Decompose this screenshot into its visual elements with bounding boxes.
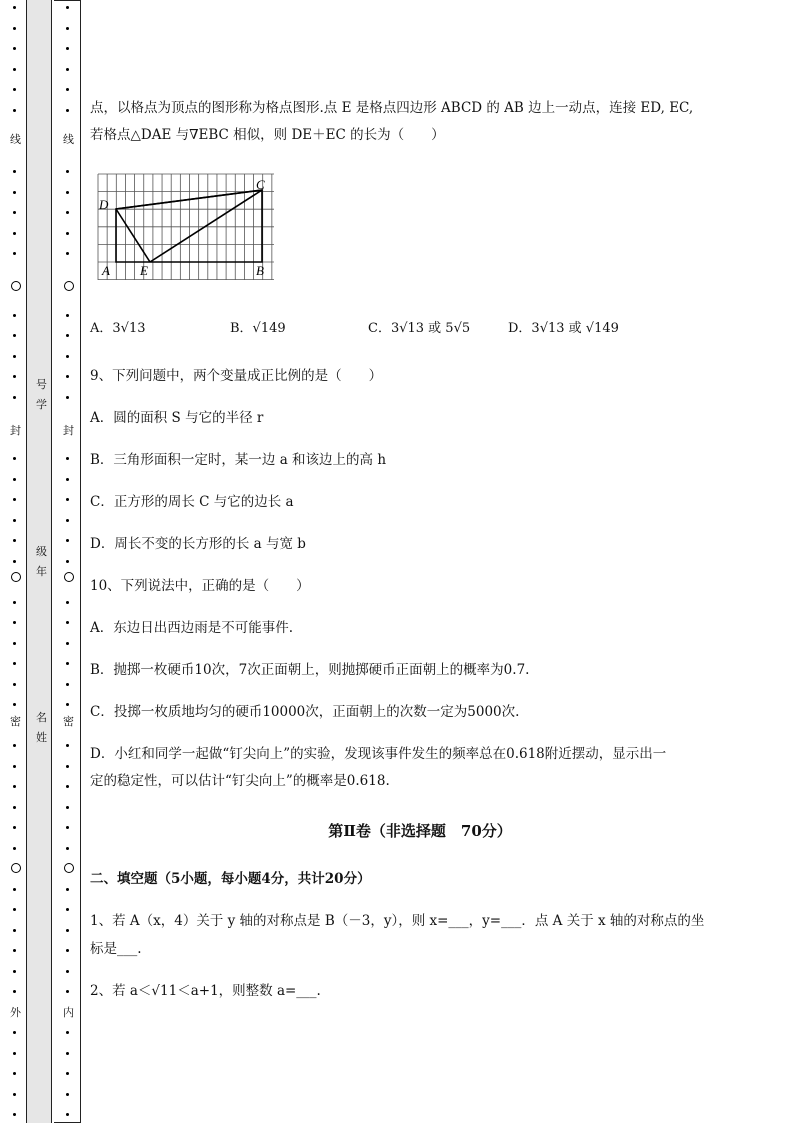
- fill-q2: 2、若 a＜√11＜a+1，则整数 a=___.: [90, 983, 321, 999]
- binding-dot: [66, 560, 69, 563]
- section-2-heading: 二、填空题（5小题，每小题4分，共计20分）: [90, 871, 371, 887]
- quad-outline: [116, 190, 262, 262]
- binding-dot: [13, 355, 16, 358]
- binding-dot: [13, 498, 16, 501]
- q8-options: [90, 317, 750, 335]
- binding-dot: [66, 1031, 69, 1034]
- binding-dot: [66, 1093, 69, 1096]
- label-a: A: [102, 263, 110, 278]
- binding-dot: [13, 560, 16, 563]
- binding-dot: [66, 1052, 69, 1055]
- q8-line-1: 点，以格点为顶点的图形称为格点图形.点 E 是格点四边形 ABCD 的 AB 边上一动点，连接 ED, EC,: [90, 100, 694, 116]
- binding-dot: [66, 334, 69, 337]
- binding-dot: [66, 355, 69, 358]
- inner-char-nei: 内: [63, 1006, 74, 1019]
- binding-dot: [66, 806, 69, 809]
- binding-dot: [13, 929, 16, 932]
- binding-dot: [13, 744, 16, 747]
- outer-circle: [11, 281, 21, 291]
- binding-dot: [13, 314, 16, 317]
- binding-dot: [66, 621, 69, 624]
- binding-dot: [13, 47, 16, 50]
- q8-grid-figure: [96, 172, 286, 284]
- binding-dot: [13, 396, 16, 399]
- binding-dot: [66, 1072, 69, 1075]
- binding-dot: [13, 908, 16, 911]
- binding-dot: [13, 170, 16, 173]
- q10-option-b: B．抛掷一枚硬币10次，7次正面朝上，则抛掷硬币正面朝上的概率为0.7.: [90, 662, 530, 678]
- strip-char-hao: 号: [36, 378, 47, 391]
- inner-char-xian: 线: [63, 133, 74, 146]
- q10-option-a: A．东边日出西边雨是不可能事件.: [90, 620, 294, 636]
- binding-dot: [13, 949, 16, 952]
- binding-info-strip: [26, 0, 52, 1123]
- binding-border-line: [80, 0, 81, 1123]
- binding-dot: [66, 109, 69, 112]
- binding-dot: [66, 6, 69, 9]
- binding-dot: [66, 929, 69, 932]
- grid-lines: [98, 174, 274, 280]
- binding-dot: [13, 888, 16, 891]
- binding-dot: [66, 539, 69, 542]
- segment-dc: [116, 190, 262, 209]
- binding-dot: [66, 826, 69, 829]
- binding-dot: [66, 1113, 69, 1116]
- inner-char-feng: 封: [63, 424, 74, 437]
- binding-dot: [13, 457, 16, 460]
- binding-dot: [13, 252, 16, 255]
- outer-circle: [11, 863, 21, 873]
- binding-dot: [66, 498, 69, 501]
- binding-dot: [66, 765, 69, 768]
- inner-circle: [64, 863, 74, 873]
- q8-option-a: A．3√13: [90, 321, 146, 336]
- q10-option-d-line1: D．小红和同学一起做“钉尖向上”的实验，发现该事件发生的频率总在0.618附近摆动，显示出一: [90, 746, 667, 762]
- binding-dot: [13, 990, 16, 993]
- binding-dot: [66, 27, 69, 30]
- binding-dot: [66, 478, 69, 481]
- binding-dot: [13, 1113, 16, 1116]
- binding-dot: [13, 191, 16, 194]
- outer-char-feng: 封: [10, 424, 21, 437]
- label-b: B: [256, 263, 264, 278]
- binding-dot: [13, 68, 16, 71]
- binding-dot: [13, 478, 16, 481]
- inner-circle: [64, 572, 74, 582]
- binding-dot: [13, 601, 16, 604]
- binding-dot: [66, 457, 69, 460]
- q10-option-d-line2: 定的稳定性，可以估计“钉尖向上”的概率是0.618.: [90, 773, 390, 789]
- binding-dot: [66, 88, 69, 91]
- label-e: E: [140, 263, 148, 278]
- q8-option-b: B．√149: [230, 321, 286, 336]
- q8-option-d: D．3√13 或 √149: [508, 321, 619, 336]
- binding-dot: [66, 396, 69, 399]
- binding-dot: [13, 1072, 16, 1075]
- outer-char-xian: 线: [10, 133, 21, 146]
- binding-dot: [66, 375, 69, 378]
- q8-line-2: 若格点△DAE 与∇EBC 相似，则 DE＋EC 的长为（ ）: [90, 127, 445, 143]
- q10-option-c: C．投掷一枚质地均匀的硬币10000次，正面朝上的次数一定为5000次.: [90, 704, 520, 720]
- binding-dot: [66, 314, 69, 317]
- q9-option-d: D．周长不变的长方形的长 a 与宽 b: [90, 536, 306, 552]
- segment-ec: [150, 190, 262, 262]
- binding-dot: [66, 211, 69, 214]
- binding-dot: [13, 88, 16, 91]
- binding-dot: [66, 519, 69, 522]
- binding-dot: [13, 847, 16, 850]
- binding-dot: [66, 662, 69, 665]
- label-d: D: [99, 197, 109, 212]
- binding-dot: [13, 27, 16, 30]
- inner-dotted-line: [63, 0, 77, 1123]
- binding-dot: [13, 703, 16, 706]
- q9-stem: 9、下列问题中，两个变量成正比例的是（ ）: [90, 368, 383, 384]
- q10-stem: 10、下列说法中，正确的是（ ）: [90, 578, 310, 594]
- outer-char-wai: 外: [10, 1006, 21, 1019]
- q9-option-c: C．正方形的周长 C 与它的边长 a: [90, 494, 294, 510]
- inner-char-mi: 密: [63, 715, 74, 728]
- binding-dot: [66, 785, 69, 788]
- binding-dot: [13, 375, 16, 378]
- binding-dot: [66, 170, 69, 173]
- fill-q1-line-2: 标是___.: [90, 941, 142, 957]
- binding-dot: [13, 785, 16, 788]
- binding-dot: [66, 970, 69, 973]
- binding-dot: [66, 252, 69, 255]
- binding-top-rule: [54, 0, 81, 1]
- binding-dot: [13, 765, 16, 768]
- binding-dot: [66, 642, 69, 645]
- binding-dot: [13, 539, 16, 542]
- binding-dot: [13, 621, 16, 624]
- binding-dot: [66, 908, 69, 911]
- binding-dot: [13, 211, 16, 214]
- segment-de: [116, 209, 150, 262]
- binding-dot: [13, 109, 16, 112]
- binding-dot: [13, 642, 16, 645]
- strip-char-xing: 姓: [36, 731, 47, 744]
- binding-dot: [13, 826, 16, 829]
- strip-char-ming: 名: [36, 711, 47, 724]
- binding-dot: [66, 888, 69, 891]
- binding-dot: [66, 683, 69, 686]
- binding-dot: [66, 68, 69, 71]
- binding-dot: [13, 334, 16, 337]
- label-c: C: [256, 177, 265, 192]
- q9-option-b: B．三角形面积一定时，某一边 a 和该边上的高 h: [90, 452, 387, 468]
- binding-dot: [13, 683, 16, 686]
- binding-dot: [13, 662, 16, 665]
- binding-dot: [66, 232, 69, 235]
- strip-char-ji: 级: [36, 545, 47, 558]
- binding-dot: [13, 519, 16, 522]
- binding-dot: [13, 232, 16, 235]
- fill-q1-line-1: 1、若 A（x，4）关于 y 轴的对称点是 B（－3，y），则 x=___，y=___．点 A 关于 x 轴的对称点的坐: [90, 913, 705, 929]
- binding-dot: [66, 191, 69, 194]
- binding-dot: [66, 847, 69, 850]
- binding-dot: [13, 1052, 16, 1055]
- outer-char-mi: 密: [10, 715, 21, 728]
- outer-circle: [11, 572, 21, 582]
- inner-circle: [64, 281, 74, 291]
- binding-dot: [13, 1093, 16, 1096]
- binding-dot: [66, 47, 69, 50]
- binding-dot: [66, 703, 69, 706]
- part-2-title: 第Ⅱ卷（非选择题 70分）: [328, 822, 512, 840]
- binding-dot: [13, 970, 16, 973]
- binding-dot: [13, 806, 16, 809]
- binding-dot: [66, 990, 69, 993]
- binding-dot: [66, 949, 69, 952]
- q9-option-a: A．圆的面积 S 与它的半径 r: [90, 410, 264, 426]
- binding-dot: [13, 1031, 16, 1034]
- q8-option-c: C．3√13 或 5√5: [368, 321, 471, 336]
- binding-dot: [66, 601, 69, 604]
- strip-char-xue: 学: [36, 398, 47, 411]
- strip-char-nian: 年: [36, 565, 47, 578]
- binding-dot: [13, 6, 16, 9]
- binding-dot: [66, 744, 69, 747]
- outer-dotted-line: [10, 0, 24, 1123]
